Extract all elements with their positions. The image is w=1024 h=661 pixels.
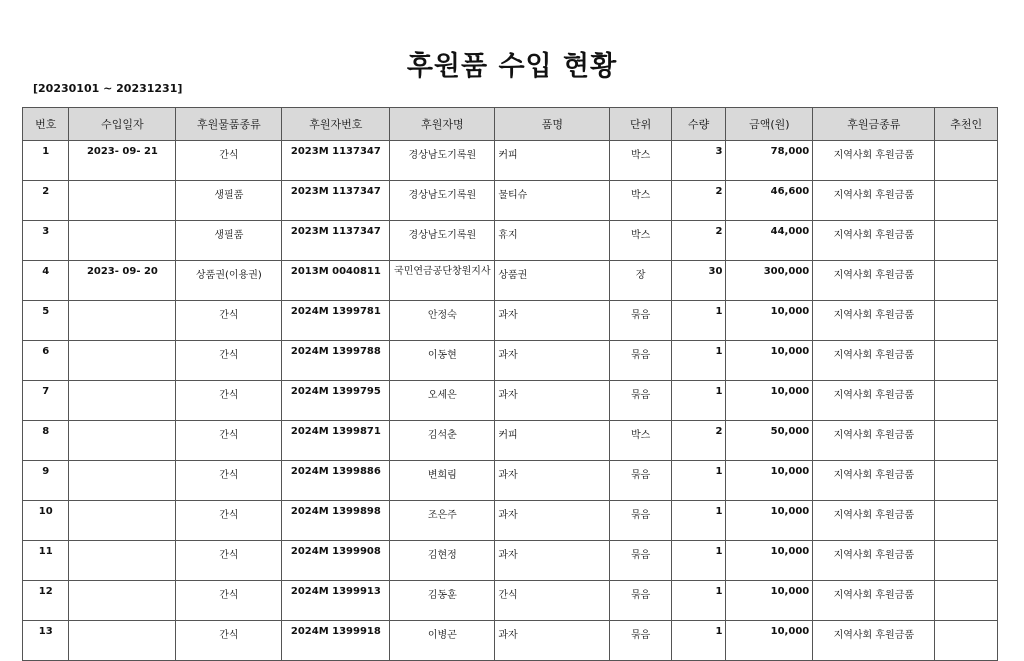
cell-donor: 김현정 — [390, 541, 495, 581]
cell-qty: 1 — [671, 301, 726, 341]
cell-ref — [935, 621, 998, 661]
cell-qty: 2 — [671, 421, 726, 461]
cell-item: 커피 — [495, 421, 610, 461]
cell-ref — [935, 501, 998, 541]
cell-qty: 1 — [671, 381, 726, 421]
table-row — [23, 301, 998, 341]
cell-kind: 간식 — [176, 461, 282, 501]
cell-date — [69, 461, 176, 501]
header-no: 번호 — [23, 108, 69, 141]
cell-ref — [935, 141, 998, 181]
cell-no: 7 — [23, 381, 69, 421]
cell-kind: 간식 — [176, 621, 282, 661]
cell-amount: 50,000 — [726, 421, 813, 461]
cell-qty: 1 — [671, 461, 726, 501]
cell-ref — [935, 301, 998, 341]
cell-amount: 46,600 — [726, 181, 813, 221]
cell-unit: 박스 — [610, 181, 672, 221]
table-row — [23, 461, 998, 501]
table-row — [23, 341, 998, 381]
cell-fund: 지역사회 후원금품 — [813, 621, 935, 661]
cell-no: 9 — [23, 461, 69, 501]
header-item: 품명 — [495, 108, 610, 141]
cell-donor-no: 2024M 1399886 — [282, 461, 390, 501]
cell-no: 4 — [23, 261, 69, 301]
cell-donor-no: 2023M 1137347 — [282, 181, 390, 221]
header-fund: 후원금종류 — [813, 108, 935, 141]
header-date: 수입일자 — [69, 108, 176, 141]
cell-date: 2023- 09- 21 — [69, 141, 176, 181]
cell-qty: 2 — [671, 181, 726, 221]
table-row — [23, 541, 998, 581]
cell-ref — [935, 541, 998, 581]
cell-donor: 안정숙 — [390, 301, 495, 341]
cell-item: 과자 — [495, 621, 610, 661]
cell-fund: 지역사회 후원금품 — [813, 421, 935, 461]
cell-date — [69, 221, 176, 261]
cell-donor: 변희림 — [390, 461, 495, 501]
cell-donor-no: 2024M 1399918 — [282, 621, 390, 661]
cell-donor-no: 2024M 1399795 — [282, 381, 390, 421]
cell-amount: 10,000 — [726, 461, 813, 501]
cell-item: 간식 — [495, 581, 610, 621]
cell-donor: 이병곤 — [390, 621, 495, 661]
cell-unit: 묶음 — [610, 581, 672, 621]
cell-item: 과자 — [495, 461, 610, 501]
cell-amount: 300,000 — [726, 261, 813, 301]
table-row — [23, 181, 998, 221]
cell-no: 13 — [23, 621, 69, 661]
cell-qty: 1 — [671, 341, 726, 381]
cell-fund: 지역사회 후원금품 — [813, 141, 935, 181]
cell-fund: 지역사회 후원금품 — [813, 581, 935, 621]
table-row — [23, 381, 998, 421]
cell-date — [69, 181, 176, 221]
cell-kind: 간식 — [176, 341, 282, 381]
cell-no: 11 — [23, 541, 69, 581]
cell-amount: 10,000 — [726, 341, 813, 381]
cell-no: 6 — [23, 341, 69, 381]
cell-fund: 지역사회 후원금품 — [813, 341, 935, 381]
cell-unit: 묶음 — [610, 381, 672, 421]
document-title: 후원품 수입 현황 — [406, 51, 618, 82]
table-row — [23, 621, 998, 661]
header-donor-no: 후원자번호 — [282, 108, 390, 141]
cell-donor-no: 2024M 1399871 — [282, 421, 390, 461]
cell-unit: 박스 — [610, 221, 672, 261]
cell-ref — [935, 221, 998, 261]
cell-fund: 지역사회 후원금품 — [813, 301, 935, 341]
cell-qty: 1 — [671, 501, 726, 541]
cell-donor-no: 2013M 0040811 — [282, 261, 390, 301]
header-ref: 추천인 — [935, 108, 998, 141]
table-row — [23, 141, 998, 181]
cell-fund: 지역사회 후원금품 — [813, 501, 935, 541]
cell-donor-no: 2023M 1137347 — [282, 141, 390, 181]
cell-kind: 생필품 — [176, 221, 282, 261]
cell-fund: 지역사회 후원금품 — [813, 261, 935, 301]
cell-qty: 3 — [671, 141, 726, 181]
cell-date — [69, 621, 176, 661]
cell-kind: 생필품 — [176, 181, 282, 221]
cell-amount: 44,000 — [726, 221, 813, 261]
table-row — [23, 261, 998, 301]
cell-date — [69, 581, 176, 621]
cell-unit: 묶음 — [610, 621, 672, 661]
cell-amount: 78,000 — [726, 141, 813, 181]
cell-date: 2023- 09- 20 — [69, 261, 176, 301]
cell-kind: 간식 — [176, 421, 282, 461]
table-row — [23, 501, 998, 541]
cell-qty: 1 — [671, 581, 726, 621]
cell-no: 8 — [23, 421, 69, 461]
cell-unit: 묶음 — [610, 461, 672, 501]
cell-date — [69, 421, 176, 461]
cell-item: 상품권 — [495, 261, 610, 301]
cell-unit: 묶음 — [610, 341, 672, 381]
cell-ref — [935, 261, 998, 301]
cell-fund: 지역사회 후원금품 — [813, 541, 935, 581]
table-row — [23, 221, 998, 261]
cell-ref — [935, 581, 998, 621]
cell-item: 과자 — [495, 541, 610, 581]
header-qty: 수량 — [671, 108, 726, 141]
cell-donor-no: 2023M 1137347 — [282, 221, 390, 261]
cell-ref — [935, 181, 998, 221]
cell-donor: 조은주 — [390, 501, 495, 541]
cell-item: 물티슈 — [495, 181, 610, 221]
cell-ref — [935, 461, 998, 501]
cell-fund: 지역사회 후원금품 — [813, 221, 935, 261]
table-row — [23, 581, 998, 621]
cell-donor: 경상남도기록원 — [390, 181, 495, 221]
header-row — [23, 108, 998, 141]
cell-ref — [935, 421, 998, 461]
cell-no: 12 — [23, 581, 69, 621]
cell-item: 과자 — [495, 381, 610, 421]
cell-item: 과자 — [495, 301, 610, 341]
cell-amount: 10,000 — [726, 501, 813, 541]
cell-unit: 박스 — [610, 141, 672, 181]
cell-date — [69, 341, 176, 381]
header-amount: 금액(원) — [726, 108, 813, 141]
cell-item: 과자 — [495, 501, 610, 541]
header-donor: 후원자명 — [390, 108, 495, 141]
cell-no: 2 — [23, 181, 69, 221]
cell-item: 휴지 — [495, 221, 610, 261]
period-range: [20230101 ~ 20231231] — [33, 82, 183, 95]
cell-fund: 지역사회 후원금품 — [813, 461, 935, 501]
cell-date — [69, 301, 176, 341]
cell-date — [69, 501, 176, 541]
cell-amount: 10,000 — [726, 621, 813, 661]
cell-qty: 1 — [671, 541, 726, 581]
cell-fund: 지역사회 후원금품 — [813, 381, 935, 421]
cell-donor: 경상남도기록원 — [390, 141, 495, 181]
table-row — [23, 421, 998, 461]
cell-date — [69, 381, 176, 421]
cell-donor: 이동현 — [390, 341, 495, 381]
cell-donor: 김석춘 — [390, 421, 495, 461]
cell-no: 5 — [23, 301, 69, 341]
cell-qty: 2 — [671, 221, 726, 261]
cell-kind: 간식 — [176, 301, 282, 341]
cell-donor-no: 2024M 1399781 — [282, 301, 390, 341]
cell-item: 커피 — [495, 141, 610, 181]
cell-qty: 30 — [671, 261, 726, 301]
cell-donor: 경상남도기록원 — [390, 221, 495, 261]
donation-table — [22, 107, 998, 661]
cell-no: 10 — [23, 501, 69, 541]
cell-fund: 지역사회 후원금품 — [813, 181, 935, 221]
cell-item: 과자 — [495, 341, 610, 381]
cell-no: 3 — [23, 221, 69, 261]
cell-kind: 간식 — [176, 381, 282, 421]
cell-unit: 묶음 — [610, 501, 672, 541]
cell-qty: 1 — [671, 621, 726, 661]
cell-ref — [935, 341, 998, 381]
cell-unit: 박스 — [610, 421, 672, 461]
cell-donor-no: 2024M 1399913 — [282, 581, 390, 621]
cell-kind: 간식 — [176, 541, 282, 581]
cell-unit: 묶음 — [610, 301, 672, 341]
cell-donor-no: 2024M 1399788 — [282, 341, 390, 381]
cell-amount: 10,000 — [726, 541, 813, 581]
cell-unit: 묶음 — [610, 541, 672, 581]
cell-amount: 10,000 — [726, 581, 813, 621]
cell-ref — [935, 381, 998, 421]
cell-donor: 김동훈 — [390, 581, 495, 621]
header-kind: 후원물품종류 — [176, 108, 282, 141]
cell-amount: 10,000 — [726, 301, 813, 341]
cell-donor-no: 2024M 1399908 — [282, 541, 390, 581]
cell-unit: 장 — [610, 261, 672, 301]
cell-donor: 국민연금공단창원지사 — [390, 261, 495, 301]
cell-amount: 10,000 — [726, 381, 813, 421]
cell-kind: 간식 — [176, 501, 282, 541]
cell-kind: 상품권(이용권) — [176, 261, 282, 301]
cell-no: 1 — [23, 141, 69, 181]
cell-kind: 간식 — [176, 141, 282, 181]
cell-donor-no: 2024M 1399898 — [282, 501, 390, 541]
cell-date — [69, 541, 176, 581]
cell-donor: 오세은 — [390, 381, 495, 421]
header-unit: 단위 — [610, 108, 672, 141]
cell-kind: 간식 — [176, 581, 282, 621]
